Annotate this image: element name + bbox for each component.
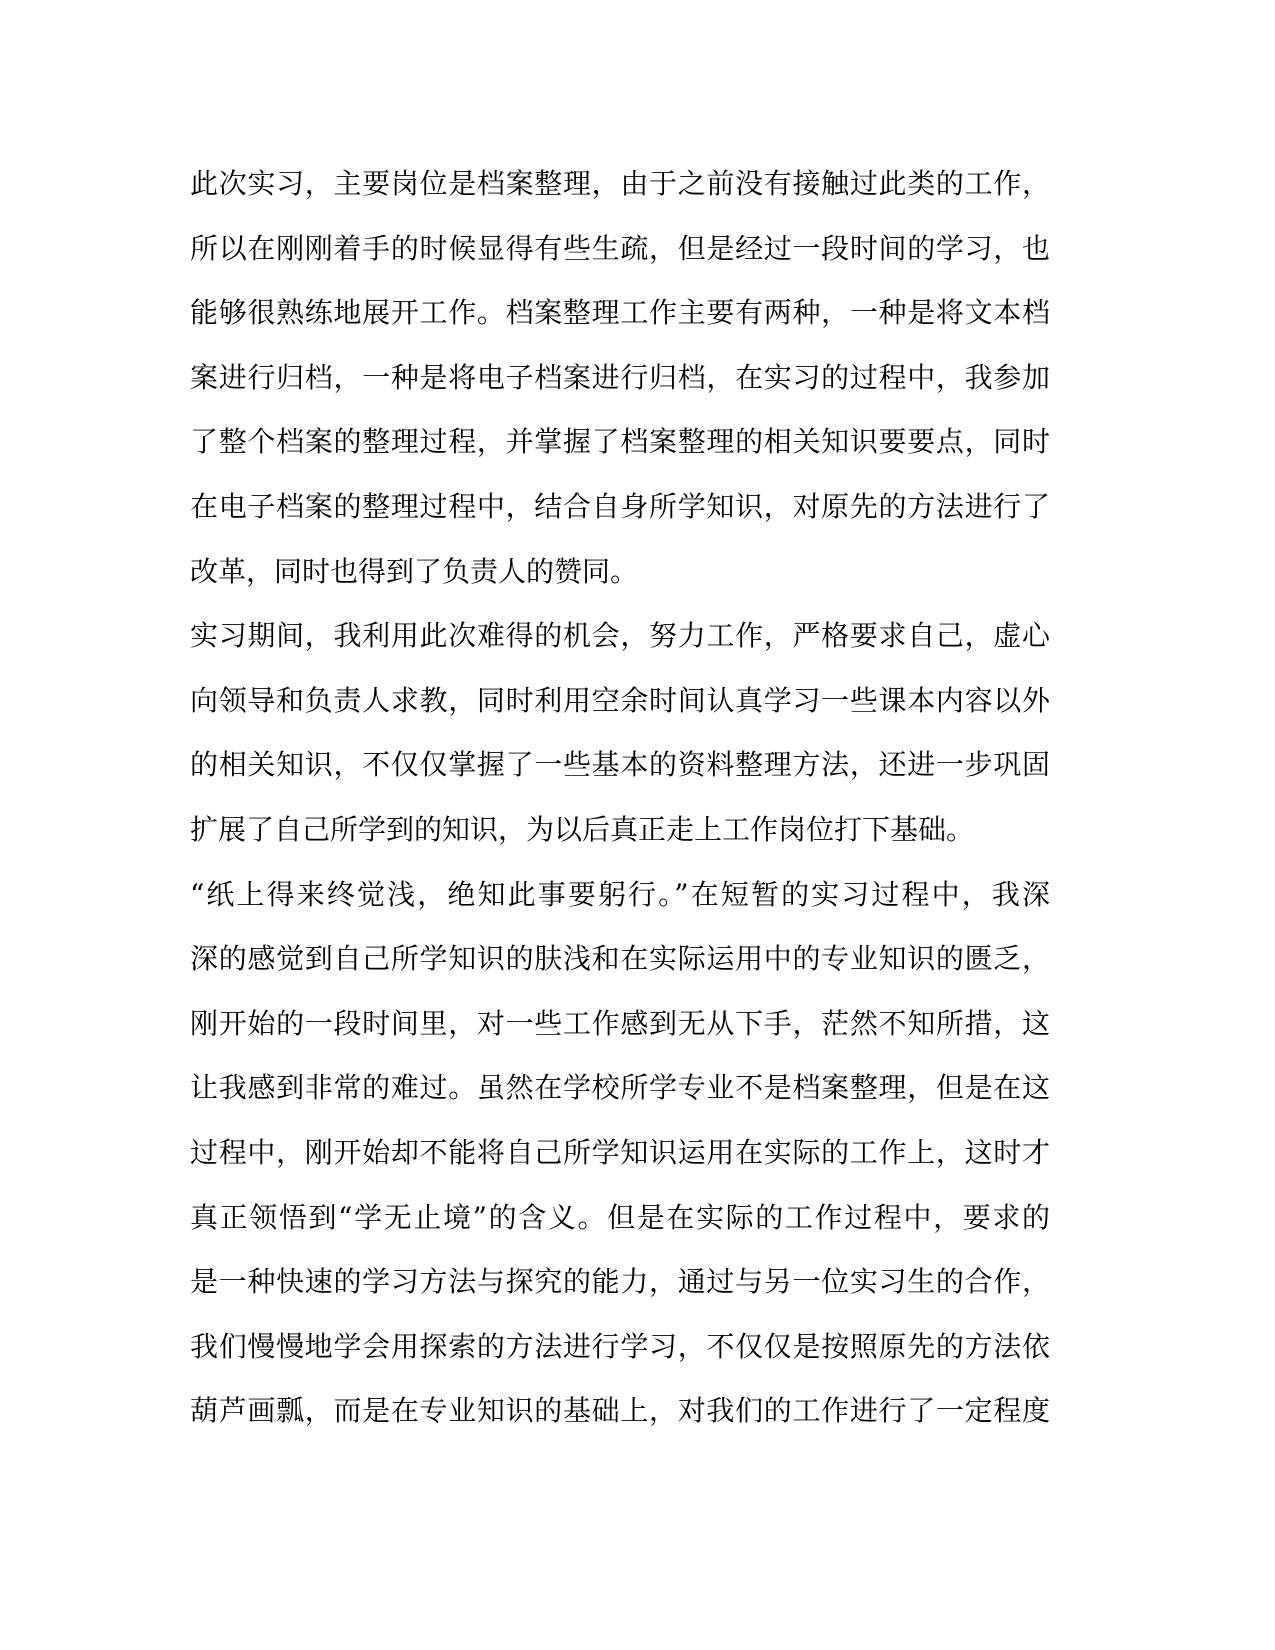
text-line: 实习期间，我利用此次难得的机会，努力工作，严格要求自己，虚心 (190, 619, 1050, 653)
text-line: 真正领悟到“学无止境”的含义。但是在实际的工作过程中，要求的 (190, 1200, 1050, 1234)
text-line: 所以在刚刚着手的时候显得有些生疏，但是经过一段时间的学习，也 (190, 231, 1050, 265)
text-line: 我们慢慢地学会用探索的方法进行学习，不仅仅是按照原先的方法依 (190, 1329, 1050, 1363)
text-line: 让我感到非常的难过。虽然在学校所学专业不是档案整理，但是在这 (190, 1071, 1050, 1105)
text-line: 在电子档案的整理过程中，结合自身所学知识，对原先的方法进行了 (190, 489, 1050, 523)
text-line: 向领导和负责人求教，同时利用空余时间认真学习一些课本内容以外 (190, 683, 1050, 717)
text-line: 过程中，刚开始却不能将自己所学知识运用在实际的工作上，这时才 (190, 1135, 1050, 1169)
text-line: 案进行归档，一种是将电子档案进行归档，在实习的过程中，我参加 (190, 360, 1050, 394)
text-line: 了整个档案的整理过程，并掌握了档案整理的相关知识要要点，同时 (190, 425, 1050, 459)
text-line: 深的感觉到自己所学知识的肤浅和在实际运用中的专业知识的匮乏， (190, 942, 1050, 976)
text-line: 的相关知识，不仅仅掌握了一些基本的资料整理方法，还进一步巩固 (190, 748, 1050, 782)
text-line: “纸上得来终觉浅，绝知此事要躬行。”在短暂的实习过程中，我深 (190, 877, 1050, 911)
text-line: 改革，同时也得到了负责人的赞同。 (190, 554, 639, 588)
text-line: 能够很熟练地展开工作。档案整理工作主要有两种，一种是将文本档 (190, 296, 1050, 330)
text-line: 刚开始的一段时间里，对一些工作感到无从下手，茫然不知所措，这 (190, 1006, 1050, 1040)
text-line: 葫芦画瓢，而是在专业知识的基础上，对我们的工作进行了一定程度 (190, 1394, 1050, 1428)
document-body (190, 152, 1050, 1444)
text-line: 扩展了自己所学到的知识，为以后真正走上工作岗位打下基础。 (190, 812, 975, 846)
text-line: 是一种快速的学习方法与探究的能力，通过与另一位实习生的合作， (190, 1265, 1050, 1299)
text-line: 此次实习，主要岗位是档案整理，由于之前没有接触过此类的工作， (190, 167, 1050, 200)
